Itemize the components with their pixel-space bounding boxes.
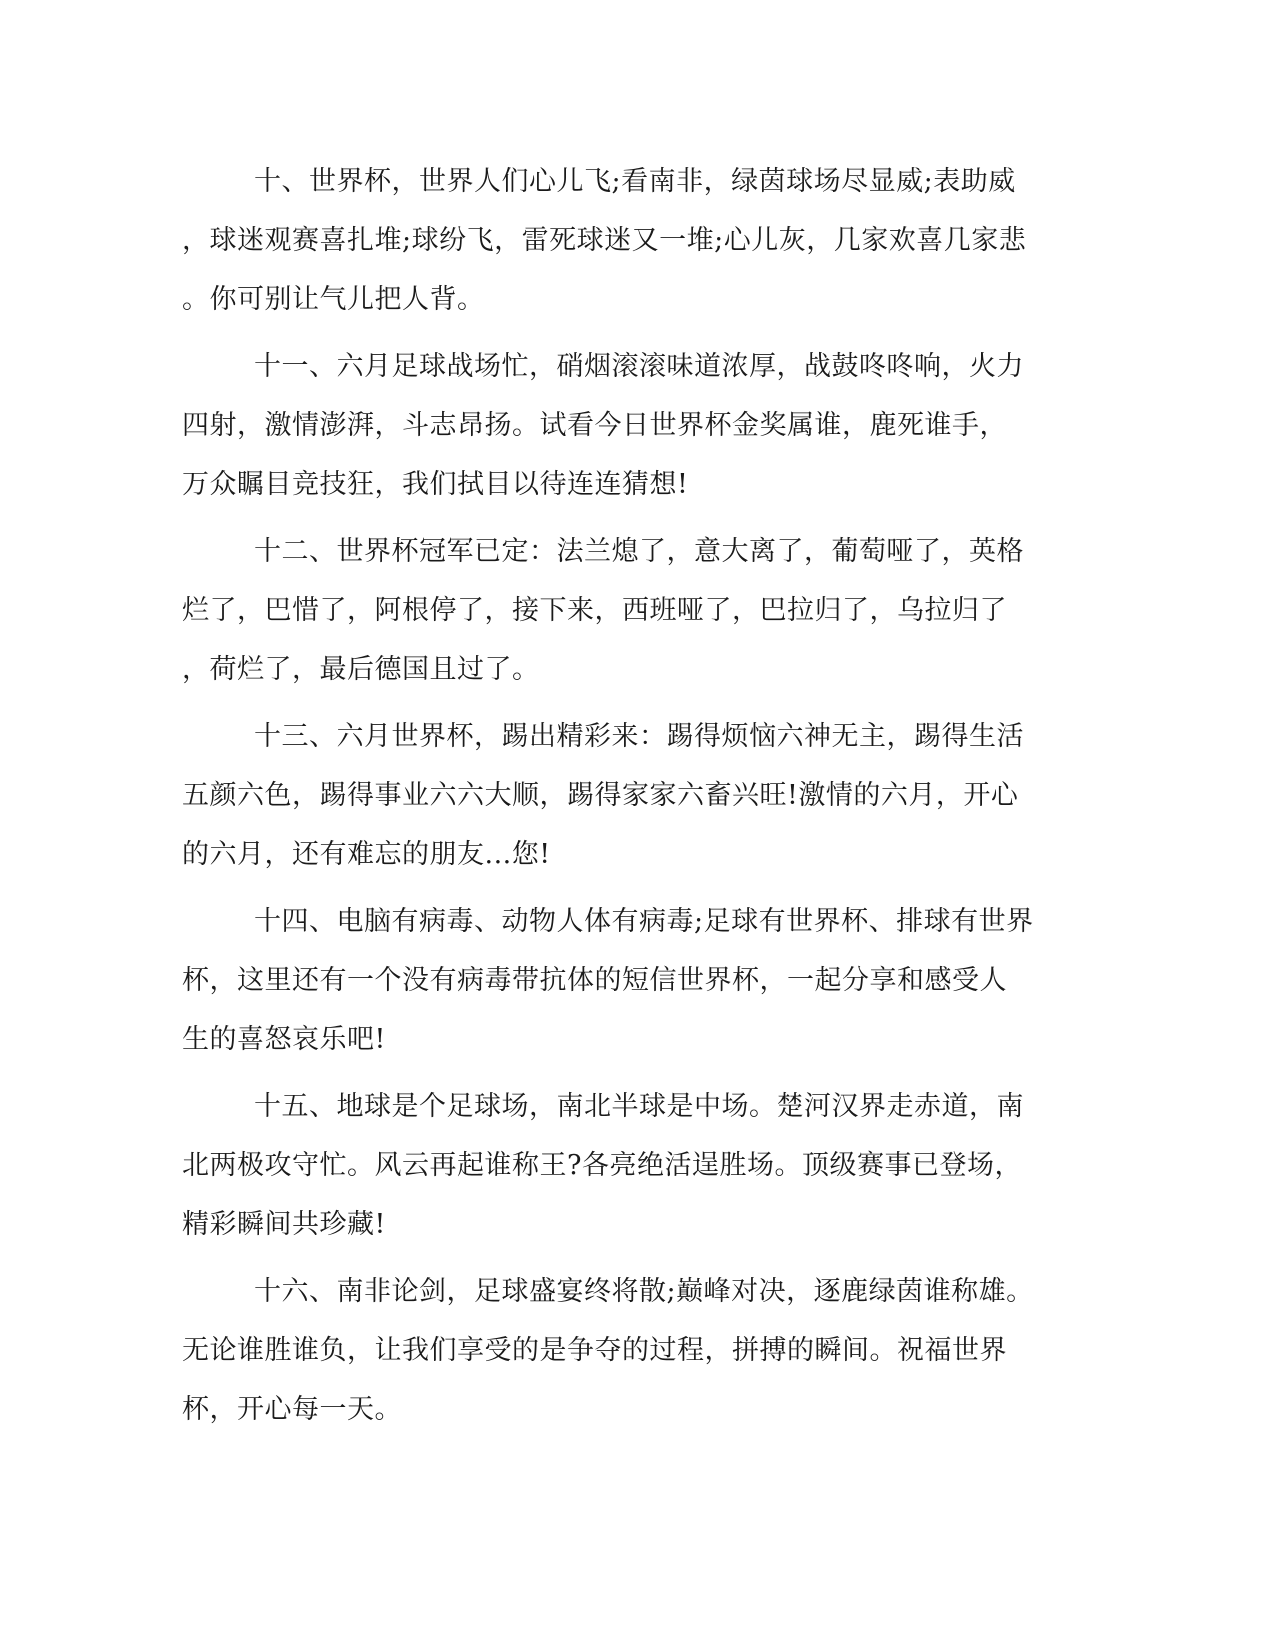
paragraph-line: 烂了，巴惜了，阿根停了，接下来，西班哑了，巴拉归了，乌拉归了 <box>182 595 1007 626</box>
paragraph-line: 十五、地球是个足球场，南北半球是中场。楚河汉界走赤道，南 <box>254 1091 1024 1122</box>
paragraph-line: 十四、电脑有病毒、动物人体有病毒;足球有世界杯、排球有世界 <box>254 906 1034 937</box>
paragraph-line: 四射，激情澎湃，斗志昂扬。试看今日世界杯金奖属谁，鹿死谁手， <box>182 410 1007 441</box>
paragraph-line: 十六、南非论剑，足球盛宴终将散;巅峰对决，逐鹿绿茵谁称雄。 <box>254 1276 1034 1307</box>
paragraph-line: 十一、六月足球战场忙，硝烟滚滚味道浓厚，战鼓咚咚响，火力 <box>254 351 1024 382</box>
paragraph-line: ，球迷观赛喜扎堆;球纷飞，雷死球迷又一堆;心儿灰，几家欢喜几家悲 <box>182 225 1027 256</box>
paragraph-14 <box>182 892 1050 1069</box>
paragraph-line: 无论谁胜谁负，让我们享受的是争夺的过程，拼搏的瞬间。祝福世界 <box>182 1335 1007 1366</box>
paragraph-line: 杯，开心每一天。 <box>182 1394 402 1425</box>
document-body <box>182 152 1050 1447</box>
paragraph-line: 的六月，还有难忘的朋友...您! <box>182 839 551 870</box>
paragraph-line: 生的喜怒哀乐吧! <box>182 1024 386 1055</box>
paragraph-line: ，荷烂了，最后德国且过了。 <box>182 654 540 685</box>
paragraph-11 <box>182 337 1050 514</box>
paragraph-line: 北两极攻守忙。风云再起谁称王?各亮绝活逞胜场。顶级赛事已登场， <box>182 1150 1022 1181</box>
paragraph-13 <box>182 707 1050 884</box>
paragraph-line: 万众瞩目竞技狂，我们拭目以待连连猜想! <box>182 469 689 500</box>
paragraph-line: 十、世界杯，世界人们心儿飞;看南非，绿茵球场尽显威;表助威 <box>254 166 1016 197</box>
paragraph-12 <box>182 522 1050 699</box>
paragraph-line: 十二、世界杯冠军已定：法兰熄了，意大离了，葡萄哑了，英格 <box>254 536 1024 567</box>
paragraph-10 <box>182 152 1050 329</box>
paragraph-15 <box>182 1077 1050 1254</box>
paragraph-line: 五颜六色，踢得事业六六大顺，踢得家家六畜兴旺!激情的六月，开心 <box>182 780 1019 811</box>
paragraph-line: 十三、六月世界杯，踢出精彩来：踢得烦恼六神无主，踢得生活 <box>254 721 1024 752</box>
paragraph-line: 杯，这里还有一个没有病毒带抗体的短信世界杯，一起分享和感受人 <box>182 965 1007 996</box>
paragraph-line: 精彩瞬间共珍藏! <box>182 1209 386 1240</box>
paragraph-16 <box>182 1262 1050 1439</box>
paragraph-line: 。你可别让气儿把人背。 <box>182 284 485 315</box>
